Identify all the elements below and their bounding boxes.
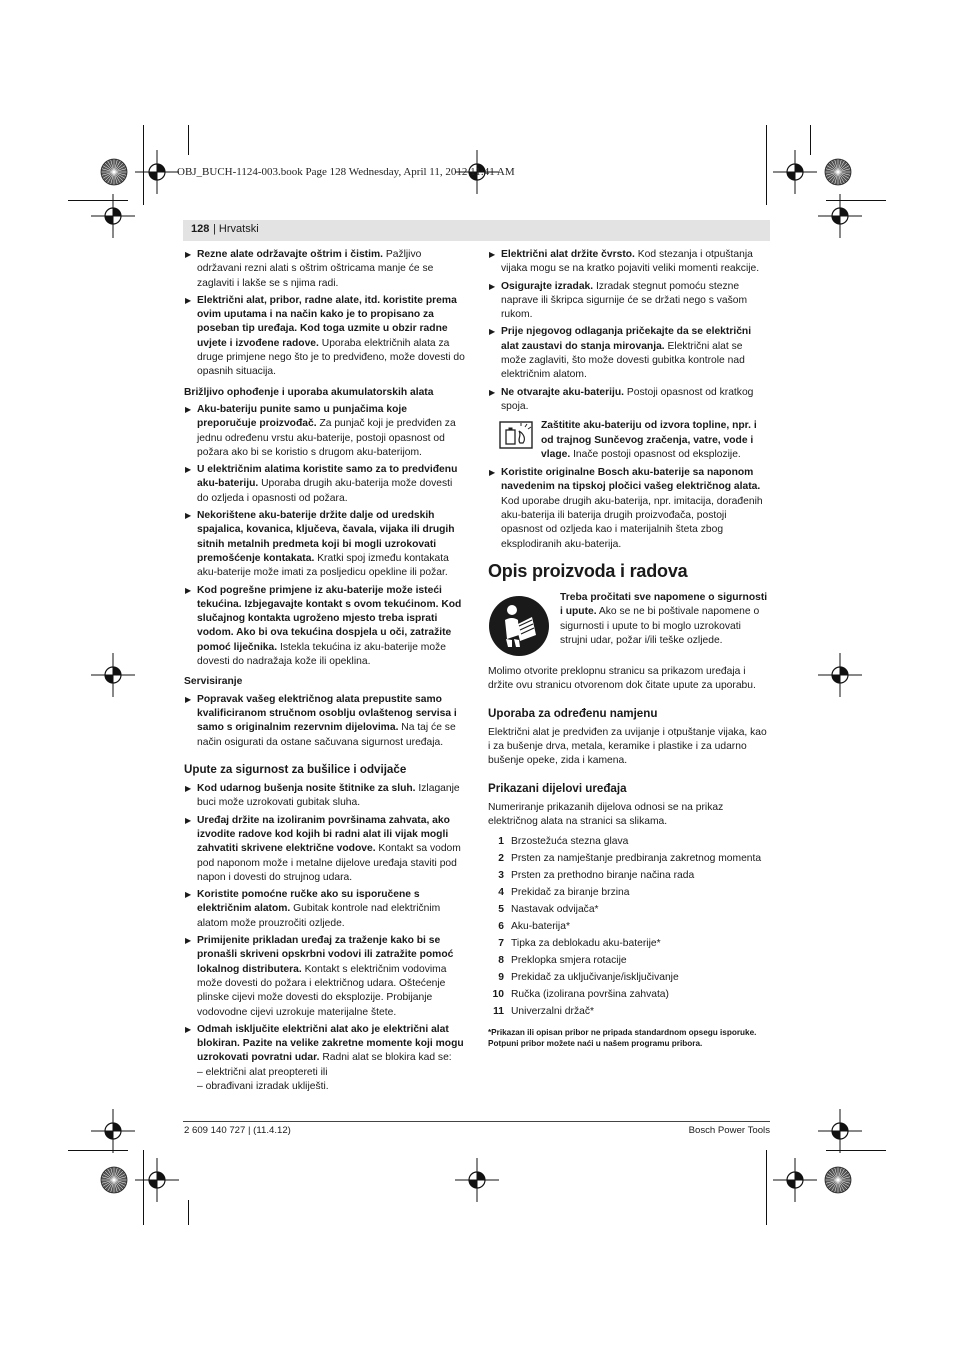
language-label: | Hrvatski <box>213 223 259 235</box>
manual-text: Ako se ne bi poštivale napomene o sigurnosti i upute to bi moglo uzrokovati strujni udar, požar i/ili teške ozljede. <box>560 606 760 646</box>
crop-line <box>68 1150 128 1151</box>
bullet-text: Kontakt s električnim vodovima može dovesti do požara i električnog udara. Oštećenje plinske cijevi može dovesti do eksplozije. Probijanje vodovodne cijevi uzrokuje materijalne štete. <box>197 963 447 1018</box>
bullet-bold-text: Električni alat držite čvrsto. <box>501 249 635 260</box>
bullet-text: Uporaba drugih aku-baterija može dovesti do ozljeda i opasnosti od požara. <box>197 478 453 504</box>
bullet-text: Kontakt sa vodom pod naponom može i metalne dijelove uređaja staviti pod napon i dovesti do strujnog udara. <box>197 843 461 883</box>
bullet-item <box>184 584 466 670</box>
manual-bold-text: Treba pročitati sve napomene o sigurnosti i upute. <box>560 591 768 618</box>
footer-brand: Bosch Power Tools <box>688 1125 770 1136</box>
bullet-item <box>184 248 466 291</box>
part-number: 8 <box>498 954 504 966</box>
triangle-bullet-icon: ▶ <box>185 890 192 900</box>
part-number: 5 <box>498 903 504 915</box>
registration-mark-icon <box>455 1158 499 1207</box>
part-number: 3 <box>498 869 504 881</box>
bullet-item <box>488 280 770 323</box>
crop-line <box>766 125 767 205</box>
bullet-item <box>184 1023 466 1066</box>
dash-item: – obrađivani izradak ukliješti. <box>197 1081 329 1093</box>
part-label: Aku-baterija* <box>511 920 570 932</box>
bullet-bold-text: Osigurajte izradak. <box>501 280 594 292</box>
triangle-bullet-icon: ▶ <box>489 281 496 291</box>
parts-list <box>488 834 770 1021</box>
triangle-bullet-icon: ▶ <box>489 387 496 397</box>
crop-line <box>143 125 144 205</box>
part-row <box>488 851 770 868</box>
part-label: Prsten za namještanje predbiranja zakretnog momenta <box>511 852 762 864</box>
part-row <box>488 868 770 885</box>
triangle-bullet-icon: ▶ <box>185 295 192 305</box>
part-row <box>488 1004 770 1021</box>
part-label: Preklopka smjera rotacije <box>511 954 627 966</box>
part-label: Univerzalni držač* <box>511 1005 594 1017</box>
left-column <box>184 248 466 1094</box>
bullet-text: Izlaganje buci može uzrokovati gubitak sluha. <box>197 783 460 809</box>
section-heading-drill-safety: Upute za sigurnost za bušilice i odvijače <box>184 762 407 776</box>
bullet-text: Za punjač koji je predviđen za jednu određenu vrstu aku-baterije, postoji opasnost od požara ako bi se koristio s drugom aku-baterijom. <box>197 418 456 458</box>
bullet-bold-text: Popravak vašeg električnog alata prepustite samo kvalificiranom stručnom osoblju ovlaštenog servisa i samo s originalnim rezervnim dijelovima. <box>197 693 457 734</box>
bullet-item <box>488 466 770 552</box>
warning-bold-text: Zaštitite aku-bateriju od izvora topline, npr. i od trajnog Sunčevog zračenja, vatre, vode i vlage. <box>541 420 757 460</box>
right-column <box>488 248 770 1050</box>
bullet-bold-text: Rezne alate održavajte oštrim i čistim. <box>197 249 383 260</box>
registration-mark-icon <box>91 194 135 243</box>
color-target-icon <box>824 1166 852 1199</box>
triangle-bullet-icon: ▶ <box>185 250 192 259</box>
part-row <box>488 919 770 936</box>
bullet-item <box>184 693 466 750</box>
bullet-bold-text: Kod pogrešne primjene iz aku-baterije može isteći tekućina. Izbjegavajte kontakt s ovom tekućinom. Kod slučajnog kontakta ugroženo mjesto treba isprati vodom. Ako bi ova tekućina dospjela u oči, zatražite pomoć liječnika. <box>197 584 462 653</box>
dash-item: – električni alat preopterеti ili <box>197 1066 328 1078</box>
crop-line <box>68 200 128 201</box>
part-label: Prsten za prethodno biranje načina rada <box>511 869 695 881</box>
registration-mark-icon <box>773 1158 817 1207</box>
page-number: 128 <box>191 223 210 235</box>
bullet-text: Radni alat se blokira kad se: <box>319 1052 452 1064</box>
part-label: Ručka (izolirana površina zahvata) <box>511 988 669 1000</box>
part-number: 1 <box>498 835 504 847</box>
part-number: 6 <box>498 920 504 932</box>
features-intro-paragraph: Numeriranje prikazanih dijelova odnosi se na prikaz električnog alata na stranici sa slikama. <box>488 802 724 828</box>
bullet-bold-text: Kod udarnog bušenja nosite štitnike za sluh. <box>197 783 416 795</box>
bullet-text: Na taj će se način osigurati da ostane sačuvana sigurnost uređaja. <box>197 722 456 748</box>
color-target-icon <box>824 158 852 191</box>
bullet-item <box>184 782 466 811</box>
bullet-item <box>184 814 466 885</box>
bullet-text: Kod uporabe drugih aku-baterija, npr. imitacija, dorađenih aku-baterija ili baterija drugih proizvođača, postoji opasnost od ozljeda kao i materijalnih šteta zbog eksplodiranih aku-baterija. <box>501 495 763 550</box>
bullet-item <box>184 463 466 506</box>
battery-heat-warning-icon <box>499 421 533 454</box>
bullet-bold-text: Nekorištene aku-baterije držite dalje od uredskih spajalica, kovanica, ključeva, čavala, vijaka ili drugih sitnih metalnih predmeta koji bi mogli uzrokovati premošćenje kontakata. <box>197 510 455 564</box>
bullet-item <box>488 386 770 415</box>
bullet-text: Kratki spoj između kontakata aku-baterije može imati za posljedicu opekline ili požar. <box>197 552 449 579</box>
section-title-product-description: Opis proizvoda i radova <box>488 560 688 581</box>
part-row <box>488 936 770 953</box>
bullet-bold-text: Koristite originalne Bosch aku-baterije sa naponom navedenim na tipskoj pločici vašeg električnog alata. <box>501 467 761 493</box>
part-number: 7 <box>498 937 504 949</box>
crop-line <box>826 1150 886 1151</box>
triangle-bullet-icon: ▶ <box>185 404 192 414</box>
section-heading-product-features: Prikazani dijelovi uređaja <box>488 781 627 795</box>
part-row <box>488 970 770 987</box>
bullet-bold-text: Električni alat, pribor, radne alate, itd. koristite prema ovim uputama i na način kako je to propisano za poseban tip uređaja. Kod toga uzmite u obzir radne uvjete i izvođene radove. <box>197 294 457 349</box>
language-name: Hrvatski <box>218 223 259 235</box>
subheading-servicing: Servisiranje <box>184 676 243 688</box>
registration-mark-icon <box>91 653 135 702</box>
bullet-item <box>184 888 466 931</box>
bullet-text: Gubitak kontrole nad električnim alatom može prouzročiti ozljede. <box>197 903 441 929</box>
registration-mark-icon <box>135 1158 179 1207</box>
part-number: 4 <box>498 886 504 898</box>
read-manual-icon <box>488 595 550 662</box>
bullet-text: Uporaba električnih alata za druge primjene nego što je to predviđeno, može dovesti do opasnih situacija. <box>197 337 465 378</box>
bullet-item <box>184 509 466 580</box>
part-row <box>488 902 770 919</box>
bullet-item <box>488 325 770 382</box>
bullet-item <box>184 294 466 380</box>
part-row <box>488 885 770 902</box>
color-target-icon <box>100 158 128 191</box>
part-row <box>488 987 770 1004</box>
bullet-text: Istekla tekućina iz aku-baterije može dovesti do nadražaja kože ili opeklina. <box>197 641 446 668</box>
part-row <box>488 834 770 851</box>
triangle-bullet-icon: ▶ <box>185 1024 192 1034</box>
part-number: 11 <box>493 1005 504 1017</box>
bullet-text: Pažljivo održavani rezni alati s oštrim oštricama manje će se zaglaviti i lakše se s njima radi. <box>197 249 434 289</box>
triangle-bullet-icon: ▶ <box>489 250 496 259</box>
page-header <box>183 220 770 241</box>
footer-rule <box>183 1121 770 1122</box>
crop-line <box>766 1150 767 1225</box>
triangle-bullet-icon: ▶ <box>185 694 192 704</box>
part-label: Nastavak odvijača* <box>511 903 599 915</box>
warning-text: Inače postoji opasnost od eksplozije. <box>570 448 741 460</box>
section-heading-intended-use: Uporaba za određenu namjenu <box>488 706 658 720</box>
triangle-bullet-icon: ▶ <box>185 936 192 946</box>
bullet-item <box>488 248 770 277</box>
crop-line <box>826 200 886 201</box>
part-number: 10 <box>492 988 504 1000</box>
bullet-text: Postoji opasnost od kratkog spoja. <box>501 386 754 412</box>
crop-line <box>188 1200 189 1225</box>
fold-out-paragraph: Molimo otvorite preklopnu stranicu sa prikazom uređaja i držite ovu stranicu otvorenom dok čitate upute za uporabu. <box>488 665 756 692</box>
bullet-text: Izradak stegnut pomoću stezne naprave ili škripca sigurnije će se držati nego s vašom rukom. <box>501 280 748 321</box>
bullet-text: Električni alat se može zaglaviti, što može dovesti gubitka kontrole nad električnim alatom. <box>501 340 745 381</box>
part-number: 9 <box>498 971 504 983</box>
part-label: Prekidač za uključivanje/isključivanje <box>511 971 679 983</box>
registration-mark-icon <box>818 653 862 702</box>
triangle-bullet-icon: ▶ <box>185 511 192 521</box>
intended-use-paragraph: Električni alat je predviđen za uvijanje i otpuštanje vijaka, kao i za bušenje drva, metala, keramike i plastike i za udarno bušenje opeke, zida i kamena. <box>488 726 767 767</box>
read-manual-block <box>488 591 770 657</box>
crop-line <box>143 1150 144 1225</box>
bullet-bold-text: Koristite pomoćne ručke ako su isporučene s električnim alatom. <box>197 889 420 915</box>
registration-mark-icon <box>818 194 862 243</box>
subheading-battery-care: Brižljivo ophođenje i uporaba akumulatorskih alata <box>184 386 434 398</box>
bullet-bold-text: Ne otvarajte aku-bateriju. <box>501 386 625 398</box>
part-label: Brzostežuća stezna glava <box>511 835 629 847</box>
color-target-icon <box>100 1166 128 1199</box>
bullet-bold-text: Uređaj držite na izoliranim površinama zahvata, ako izvodite radove kod kojih bi radni alat ili vijak mogli zahvatiti skrivene električne vodove. <box>197 814 450 855</box>
bullet-text: Kod stezanja i otpuštanja vijaka mogu se na kratko pojaviti veliki momenti reakcije. <box>501 249 760 275</box>
triangle-bullet-icon: ▶ <box>185 585 192 595</box>
crop-line <box>188 125 189 155</box>
bullet-bold-text: U električnim alatima koristite samo za to predviđenu aku-bateriju. <box>197 464 458 490</box>
triangle-bullet-icon: ▶ <box>185 465 192 475</box>
battery-warning-block <box>499 419 770 462</box>
triangle-bullet-icon: ▶ <box>185 815 192 825</box>
bullet-item <box>184 934 466 1020</box>
bullet-bold-text: Odmah isključite električni alat ako je električni alat blokiran. Pazite na velike zakretne momente koji mogu uzrokovati povratni udar. <box>197 1023 464 1064</box>
print-slug: OBJ_BUCH-1124-003.book Page 128 Wednesday, April 11, 2012 11:41 AM <box>177 166 515 178</box>
part-number: 2 <box>498 852 504 864</box>
crop-line <box>810 125 811 155</box>
registration-mark-icon <box>773 150 817 199</box>
bullet-bold-text: Aku-bateriju punite samo u punjačima koje preporučuje proizvođač. <box>197 403 407 430</box>
part-label: Prekidač za biranje brzina <box>511 886 630 898</box>
triangle-bullet-icon: ▶ <box>489 327 496 337</box>
bullet-bold-text: Primijenite prikladan uređaj za traženje kako bi se pronašli skriveni opskrbni vodovi ili zatražite pomoć lokalnog distributera. <box>197 935 454 975</box>
triangle-bullet-icon: ▶ <box>489 468 496 478</box>
bullet-bold-text: Prije njegovog odlaganja pričekajte da se električni alat zaustavi do stanja mirovanja. <box>501 326 752 352</box>
registration-mark-icon <box>135 150 179 199</box>
triangle-bullet-icon: ▶ <box>185 784 192 794</box>
part-row <box>488 953 770 970</box>
part-label: Tipka za deblokadu aku-baterije* <box>511 937 661 949</box>
footer-doc-number: 2 609 140 727 | (11.4.12) <box>184 1125 291 1136</box>
accessory-footnote: *Prikazan ili opisan pribor ne pripada standardnom opsegu isporuke. Potpuni pribor možete naći u našem programu pribora. <box>488 1027 757 1049</box>
bullet-item <box>184 403 466 460</box>
